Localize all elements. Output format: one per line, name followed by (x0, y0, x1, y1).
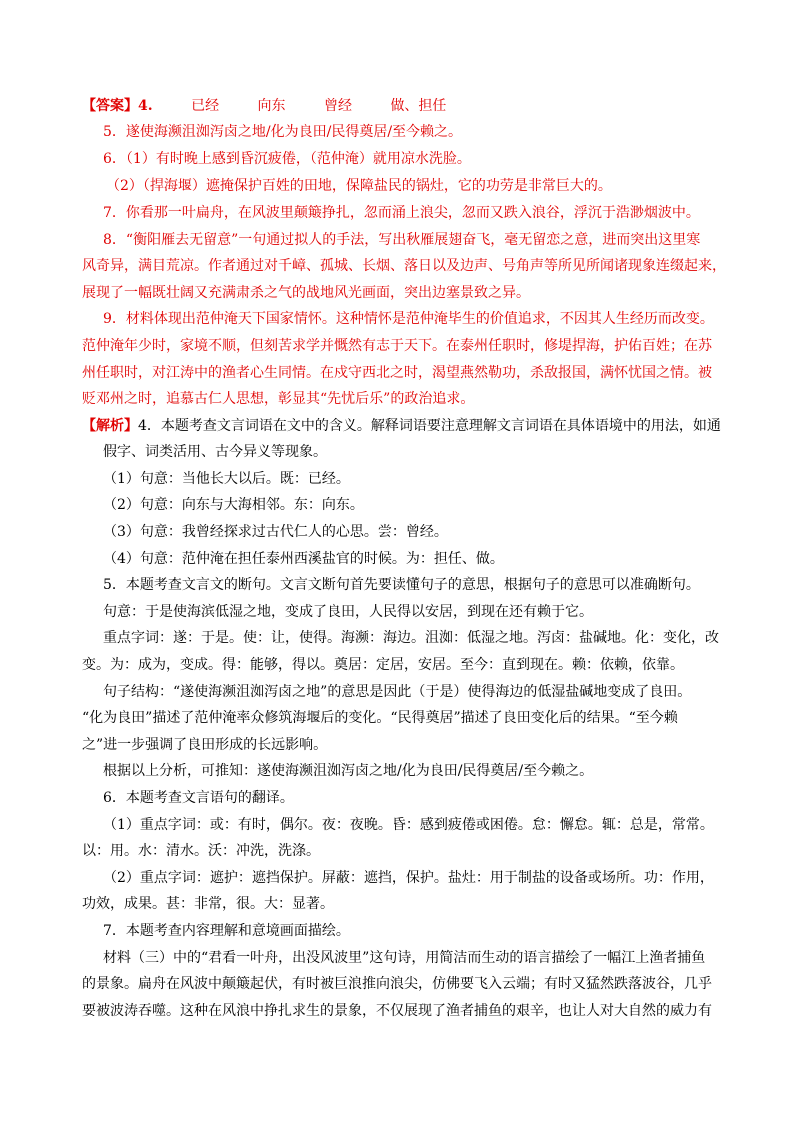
analysis-q4-item-3: （3）句意：我曾经探求过古代仁人的心思。尝：曾经。 (103, 524, 448, 540)
answer-q5: 5．遂使海濒沮洳泻卤之地/化为良田/民得奠居/至今赖之。 (103, 124, 463, 140)
analysis-q4-item-2: （2）句意：向东与大海相邻。东：向东。 (103, 497, 364, 513)
answer-q9-line1: 9．材料体现出范仲淹天下国家情怀。这种情怀是范仲淹毕生的价值追求，不因其人生经历而改变。 (103, 311, 714, 327)
answer-q8-line2: 风奇异，满目荒凉。作者通过对千嶂、孤城、长烟、落日以及边声、号角声等所见所闻诸现象连缀起来， (82, 258, 726, 274)
analysis-q5-line6: “化为良田”描述了范仲淹率众修筑海堰后的变化。“民得奠居”描述了良田变化后的结果。“至今赖 (82, 710, 678, 726)
answer-q9-line2: 范仲淹年少时，家境不顺，但刻苦求学并慨然有志于天下。在泰州任职时，修堤捍海，护佑百姓；在苏 (82, 338, 712, 354)
answer-q6-part2: （2）（捍海堰）遮掩保护百姓的田地，保障盐民的锅灶，它的功劳是非常巨大的。 (106, 178, 612, 194)
analysis-q7-line1: 7．本题考查内容理解和意境画面描绘。 (103, 923, 350, 939)
answer-q9-line4: 贬邓州之时，追慕古仁人思想，彰显其“先忧后乐”的政治追求。 (82, 391, 475, 407)
analysis-q4-intro-line2: 假字、词类活用、古今异义等现象。 (103, 444, 327, 460)
answer-q7: 7．你看那一叶扁舟，在风波里颠簸挣扎，忽而涌上浪尖，忽而又跌入浪谷，浮沉于浩渺烟波中。 (103, 205, 700, 221)
analysis-q5-line1: 5．本题考查文言文的断句。文言文断句首先要读懂句子的意思，根据句子的意思可以准确断句。 (103, 577, 700, 593)
analysis-q4-item-4: （4）句意：范仲淹在担任泰州西溪盐官的时候。为：担任、做。 (103, 551, 504, 567)
analysis-q7-line4: 要被波涛吞噬。这种在风浪中挣扎求生的景象，不仅展现了渔者捕鱼的艰辛，也让人对大自然的威力有 (82, 1003, 712, 1019)
analysis-q5-line3: 重点字词：遂：于是。使：让，使得。海濒：海边。沮洳：低湿之地。泻卤：盐碱地。化：变化，改 (103, 630, 719, 646)
answer-tag: 【答案】 (82, 98, 138, 114)
answer-q8-line3: 展现了一幅既壮阔又充满肃杀之气的战地风光画面，突出边塞景致之异。 (82, 285, 530, 301)
analysis-q5-line8: 根据以上分析，可推知：遂使海濒沮洳泻卤之地/化为良田/民得奠居/至今赖之。 (103, 763, 594, 779)
analysis-q6-line4: （2）重点字词：遮护：遮挡保护。屏蔽：遮挡，保护。盐灶：用于制盐的设备或场所。功：作用， (103, 870, 714, 886)
answer-q4-item-4: 做、担任 (390, 98, 447, 114)
answer-q6-part1: 6．（1）有时晚上感到昏沉疲倦，（范仲淹）就用凉水洗脸。 (103, 151, 471, 167)
analysis-q7-line2: 材料（三）中的“君看一叶舟，出没风波里”这句诗，用简洁而生动的语言描绘了一幅江上渔者捕鱼 (103, 950, 706, 966)
analysis-q6-line1: 6．本题考查文言语句的翻译。 (103, 790, 294, 806)
answer-q4 (82, 96, 446, 116)
answer-q4-item-3: 曾经 (323, 98, 352, 114)
analysis-q5-line7: 之”进一步强调了良田形成的长远影响。 (82, 737, 328, 753)
analysis-q5-line4: 变。为：成为，变成。得：能够，得以。奠居：定居，安居。至今：直到现在。赖：依赖，依靠。 (82, 657, 684, 673)
answer-q8-line1: 8．“衡阳雁去无留意”一句通过拟人的手法，写出秋雁展翅奋飞，毫无留恋之意，进而突出这里寒 (103, 232, 701, 248)
answer-q9-line3: 州任职时，对江涛中的渔者心生同情。在戍守西北之时，渴望燕然勒功，杀敌报国，满怀忧国之情。被 (82, 365, 712, 381)
analysis-q5-line2: 句意：于是使海滨低湿之地，变成了良田，人民得以安居，到现在还有赖于它。 (103, 604, 593, 620)
analysis-q4-item-1: （1）句意：当他长大以后。既：已经。 (103, 471, 350, 487)
analysis-q6-line2: （1）重点字词：或：有时，偶尔。夜：夜晚。昏：感到疲倦或困倦。怠：懈怠。辄：总是，常常。 (103, 817, 714, 833)
analysis-q5-line5: 句子结构：“遂使海濒沮洳泻卤之地”的意思是因此（于是）使得海边的低湿盐碱地变成了良田。 (103, 684, 692, 700)
analysis-tag: 【解析】 (82, 418, 138, 434)
answer-q4-item-1: 已经 (191, 98, 220, 114)
analysis-q6-line3: 以：用。水：清水。沃：冲洗，洗涤。 (82, 843, 320, 859)
analysis-q6-line5: 功效，成果。甚：非常，很。大：显著。 (82, 896, 334, 912)
answer-q4-num: 4. (138, 98, 153, 114)
analysis-q7-line3: 的景象。扁舟在风波中颠簸起伏，有时被巨浪推向浪尖，仿佛要飞入云端；有时又猛然跌落波谷，几乎 (82, 976, 712, 992)
analysis-q4-intro-line1: 【解析】4．本题考查文言词语在文中的含义。解释词语要注意理解文言词语在具体语境中的用法，如通 (82, 418, 721, 434)
answer-q4-item-2: 向东 (257, 98, 286, 114)
